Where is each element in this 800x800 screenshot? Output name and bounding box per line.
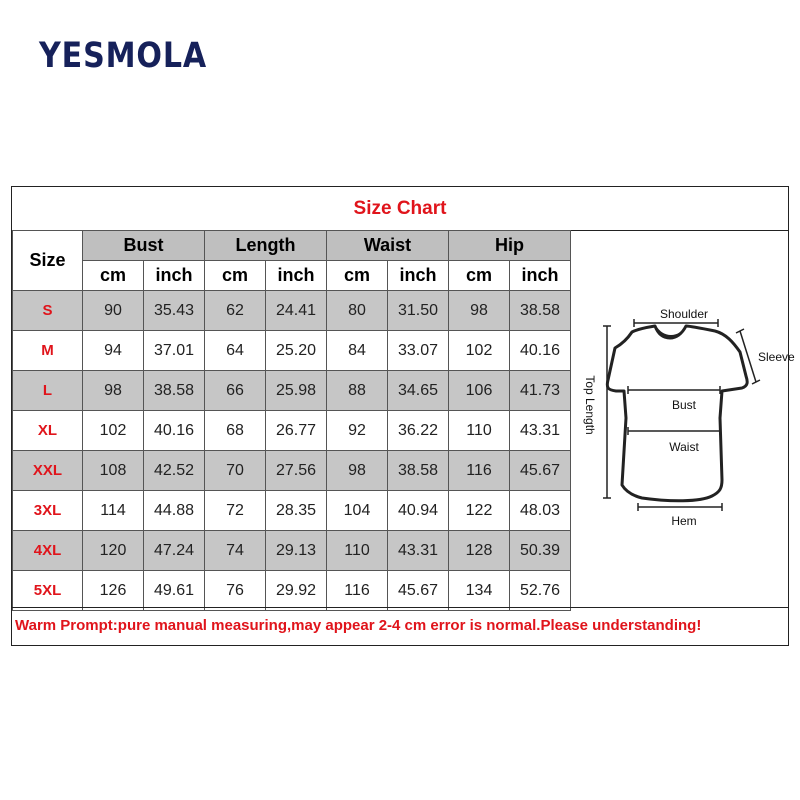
measurement-cell: 29.13 — [266, 531, 327, 571]
unit-header: cm — [205, 261, 266, 291]
measurement-cell: 40.16 — [144, 411, 205, 451]
warm-prompt-note: Warm Prompt:pure manual measuring,may appear 2-4 cm error is normal.Please understanding! — [12, 607, 788, 645]
measurement-cell: 35.43 — [144, 291, 205, 331]
measurement-cell: 38.58 — [510, 291, 571, 331]
measurement-cell: 122 — [449, 491, 510, 531]
measurement-cell: 116 — [327, 571, 388, 611]
measurement-cell: 72 — [205, 491, 266, 531]
size-label-cell: 4XL — [13, 531, 83, 571]
measurement-cell: 134 — [449, 571, 510, 611]
group-header-bust: Bust — [83, 231, 205, 261]
table-row — [13, 531, 571, 571]
unit-header: cm — [327, 261, 388, 291]
measurement-cell: 50.39 — [510, 531, 571, 571]
measurement-cell: 104 — [327, 491, 388, 531]
top-length-label: Top Length — [583, 375, 597, 435]
measurement-cell: 36.22 — [388, 411, 449, 451]
measurement-cell: 64 — [205, 331, 266, 371]
measurement-cell: 102 — [449, 331, 510, 371]
measurement-cell: 76 — [205, 571, 266, 611]
measurement-cell: 70 — [205, 451, 266, 491]
measurement-cell: 98 — [449, 291, 510, 331]
measurement-cell: 102 — [83, 411, 144, 451]
measurement-cell: 24.41 — [266, 291, 327, 331]
measurement-cell: 98 — [327, 451, 388, 491]
measurement-cell: 114 — [83, 491, 144, 531]
unit-header: cm — [449, 261, 510, 291]
measurement-cell: 28.35 — [266, 491, 327, 531]
unit-header: inch — [388, 261, 449, 291]
measurement-cell: 45.67 — [510, 451, 571, 491]
measurement-cell: 26.77 — [266, 411, 327, 451]
size-label-cell: M — [13, 331, 83, 371]
table-row — [13, 371, 571, 411]
measurement-cell: 62 — [205, 291, 266, 331]
table-row — [13, 411, 571, 451]
group-header-waist: Waist — [327, 231, 449, 261]
size-label-cell: L — [13, 371, 83, 411]
unit-header: cm — [83, 261, 144, 291]
measurement-cell: 108 — [83, 451, 144, 491]
measurement-cell: 126 — [83, 571, 144, 611]
size-table-body — [13, 291, 571, 611]
measurement-cell: 110 — [449, 411, 510, 451]
measurement-cell: 48.03 — [510, 491, 571, 531]
measurement-cell: 74 — [205, 531, 266, 571]
table-row — [13, 571, 571, 611]
measurement-cell: 90 — [83, 291, 144, 331]
measurement-cell: 84 — [327, 331, 388, 371]
shoulder-label: Shoulder — [659, 307, 709, 321]
measurement-cell: 49.61 — [144, 571, 205, 611]
size-column-header: Size — [13, 231, 83, 291]
size-label-cell: 3XL — [13, 491, 83, 531]
measurement-cell: 88 — [327, 371, 388, 411]
sleeve-label: Sleeve — [758, 350, 795, 364]
measurement-cell: 92 — [327, 411, 388, 451]
measurement-cell: 128 — [449, 531, 510, 571]
waist-label: Waist — [669, 440, 699, 454]
measurement-cell: 68 — [205, 411, 266, 451]
measurement-cell: 98 — [83, 371, 144, 411]
table-row — [13, 291, 571, 331]
measurement-cell: 38.58 — [388, 451, 449, 491]
measurement-cell: 25.20 — [266, 331, 327, 371]
tshirt-outline — [607, 326, 747, 501]
measurement-cell: 106 — [449, 371, 510, 411]
measurement-cell: 52.76 — [510, 571, 571, 611]
measurement-cell: 44.88 — [144, 491, 205, 531]
size-label-cell: XXL — [13, 451, 83, 491]
table-row — [13, 491, 571, 531]
measurement-cell: 34.65 — [388, 371, 449, 411]
measurement-cell: 29.92 — [266, 571, 327, 611]
tshirt-measurement-diagram — [570, 230, 795, 608]
table-row — [13, 451, 571, 491]
size-table — [12, 230, 571, 611]
measurement-cell: 40.94 — [388, 491, 449, 531]
measurement-cell: 40.16 — [510, 331, 571, 371]
bust-label: Bust — [671, 398, 697, 412]
measurement-cell: 116 — [449, 451, 510, 491]
size-label-cell: 5XL — [13, 571, 83, 611]
size-label-cell: XL — [13, 411, 83, 451]
group-header-hip: Hip — [449, 231, 571, 261]
measurement-cell: 66 — [205, 371, 266, 411]
measurement-cell: 94 — [83, 331, 144, 371]
measurement-cell: 31.50 — [388, 291, 449, 331]
measurement-cell: 38.58 — [144, 371, 205, 411]
brand-logo: YESMOLA — [39, 36, 208, 76]
measurement-cell: 41.73 — [510, 371, 571, 411]
measurement-cell: 25.98 — [266, 371, 327, 411]
unit-header: inch — [144, 261, 205, 291]
measurement-cell: 47.24 — [144, 531, 205, 571]
measurement-cell: 27.56 — [266, 451, 327, 491]
measurement-cell: 43.31 — [388, 531, 449, 571]
group-header-length: Length — [205, 231, 327, 261]
tshirt-diagram-svg — [570, 230, 795, 608]
size-label-cell: S — [13, 291, 83, 331]
measurement-cell: 33.07 — [388, 331, 449, 371]
measurement-cell: 43.31 — [510, 411, 571, 451]
table-row — [13, 331, 571, 371]
size-chart-title: Size Chart — [12, 187, 788, 231]
size-chart — [11, 186, 795, 646]
measurement-cell: 37.01 — [144, 331, 205, 371]
measurement-cell: 110 — [327, 531, 388, 571]
measurement-cell: 45.67 — [388, 571, 449, 611]
hem-label: Hem — [671, 514, 697, 528]
measurement-cell: 120 — [83, 531, 144, 571]
unit-header: inch — [510, 261, 571, 291]
measurement-cell: 42.52 — [144, 451, 205, 491]
measurement-cell: 80 — [327, 291, 388, 331]
unit-header: inch — [266, 261, 327, 291]
